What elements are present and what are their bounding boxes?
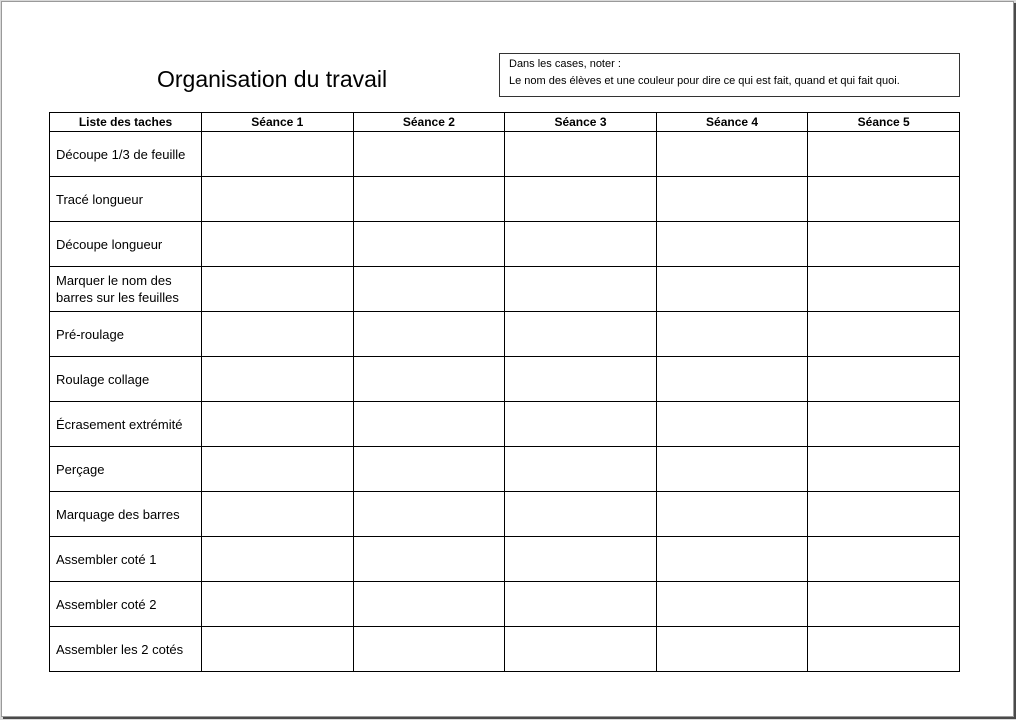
session-5-cell[interactable] [808,402,960,447]
task-name-cell [50,582,202,627]
table-row [50,492,960,537]
task-name-cell [50,222,202,267]
session-4-cell[interactable] [656,357,808,402]
session-4-cell[interactable] [656,402,808,447]
session-4-cell[interactable] [656,492,808,537]
session-3-cell[interactable] [505,537,657,582]
session-4-cell[interactable] [656,537,808,582]
session-2-cell[interactable] [353,492,505,537]
session-3-cell[interactable] [505,582,657,627]
header-session-3: Séance 3 [505,113,657,132]
session-2-cell[interactable] [353,267,505,312]
header-session-1: Séance 1 [202,113,354,132]
task-name-line: Perçage [56,461,105,477]
session-2-cell[interactable] [353,582,505,627]
session-2-cell[interactable] [353,402,505,447]
session-5-cell[interactable] [808,132,960,177]
session-3-cell[interactable] [505,492,657,537]
session-2-cell[interactable] [353,312,505,357]
session-1-cell[interactable] [202,132,354,177]
task-name-cell [50,132,202,177]
session-1-cell[interactable] [202,582,354,627]
task-name-cell [50,627,202,672]
session-1-cell[interactable] [202,402,354,447]
session-4-cell[interactable] [656,582,808,627]
document-page [1,1,1014,717]
task-name-cell [50,267,202,312]
session-2-cell[interactable] [353,357,505,402]
session-5-cell[interactable] [808,537,960,582]
session-3-cell[interactable] [505,132,657,177]
instructions-line-2: Le nom des élèves et une couleur pour dire ce qui est fait, quand et qui fait quoi. [509,75,900,87]
session-3-cell[interactable] [505,222,657,267]
table-row [50,537,960,582]
table-row [50,402,960,447]
table-row [50,357,960,402]
task-name-cell [50,402,202,447]
table-row [50,582,960,627]
session-1-cell[interactable] [202,627,354,672]
task-name-line: Découpe 1/3 de feuille [56,146,186,162]
session-4-cell[interactable] [656,177,808,222]
session-5-cell[interactable] [808,492,960,537]
session-1-cell[interactable] [202,177,354,222]
task-name-line: barres sur les feuilles [56,290,179,305]
session-2-cell[interactable] [353,627,505,672]
session-2-cell[interactable] [353,222,505,267]
session-4-cell[interactable] [656,222,808,267]
session-2-cell[interactable] [353,132,505,177]
session-1-cell[interactable] [202,222,354,267]
session-5-cell[interactable] [808,177,960,222]
session-4-cell[interactable] [656,447,808,492]
session-3-cell[interactable] [505,447,657,492]
session-5-cell[interactable] [808,447,960,492]
header-session-2: Séance 2 [353,113,505,132]
session-4-cell[interactable] [656,627,808,672]
session-1-cell[interactable] [202,357,354,402]
table-row [50,132,960,177]
table-row [50,627,960,672]
table-row [50,267,960,312]
page-title: Organisation du travail [157,66,388,92]
session-5-cell[interactable] [808,582,960,627]
task-name-line: Marquer le nom des [56,273,172,288]
table-row [50,222,960,267]
session-2-cell[interactable] [353,447,505,492]
task-name-line: Pré-roulage [56,326,124,342]
table-row [50,312,960,357]
session-3-cell[interactable] [505,267,657,312]
session-5-cell[interactable] [808,627,960,672]
session-1-cell[interactable] [202,267,354,312]
session-2-cell[interactable] [353,177,505,222]
task-name-line: Écrasement extrémité [56,416,183,432]
session-1-cell[interactable] [202,312,354,357]
session-2-cell[interactable] [353,537,505,582]
session-4-cell[interactable] [656,267,808,312]
session-1-cell[interactable] [202,492,354,537]
session-3-cell[interactable] [505,402,657,447]
task-name-line: Assembler les 2 cotés [56,641,184,657]
session-5-cell[interactable] [808,267,960,312]
table-row [50,447,960,492]
instructions-line-1: Dans les cases, noter : [509,58,621,70]
session-4-cell[interactable] [656,132,808,177]
task-name-line: Assembler coté 1 [56,551,157,567]
task-name-cell [50,312,202,357]
task-name-cell [50,492,202,537]
session-1-cell[interactable] [202,447,354,492]
task-name-cell [50,447,202,492]
session-4-cell[interactable] [656,312,808,357]
session-3-cell[interactable] [505,177,657,222]
table-row [50,177,960,222]
task-name-line: Marquage des barres [56,506,180,522]
task-name-cell [50,177,202,222]
session-3-cell[interactable] [505,627,657,672]
task-name-line: Roulage collage [56,371,150,387]
task-name-line: Tracé longueur [56,191,143,207]
task-schedule-table [49,112,960,672]
session-5-cell[interactable] [808,312,960,357]
task-name-line: Découpe longueur [56,236,163,252]
session-5-cell[interactable] [808,357,960,402]
task-name-line: Assembler coté 2 [56,596,157,612]
session-5-cell[interactable] [808,222,960,267]
task-name-cell [50,357,202,402]
session-3-cell[interactable] [505,357,657,402]
header-session-5: Séance 5 [808,113,960,132]
session-3-cell[interactable] [505,312,657,357]
header-task-list: Liste des taches [50,113,202,132]
header-session-4: Séance 4 [656,113,808,132]
table-header-row [50,113,960,132]
instructions-box [499,53,960,97]
session-1-cell[interactable] [202,537,354,582]
task-name-cell [50,537,202,582]
